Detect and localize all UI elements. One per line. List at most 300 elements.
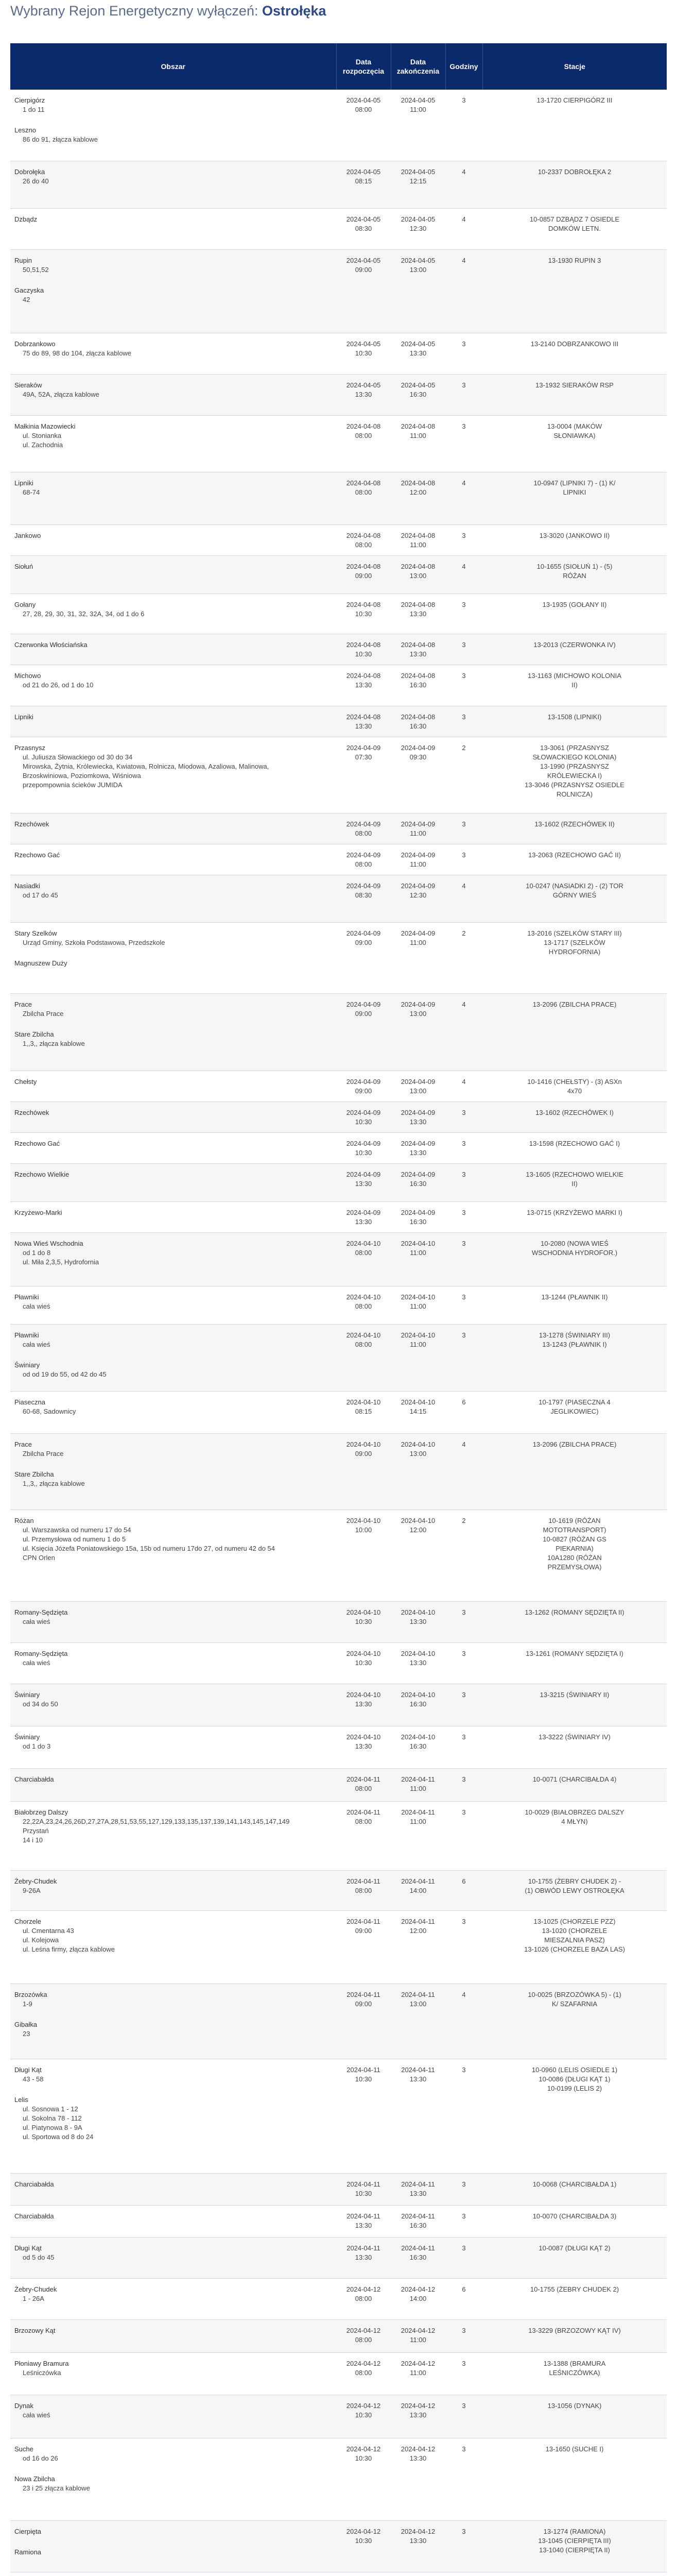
area-detail: ul. Piatynowa 8 - 9A xyxy=(23,2123,82,2131)
area-detail: cała wieś xyxy=(23,1617,50,1625)
area-location: Czerwonka Włościańska xyxy=(14,640,88,649)
station-line: 13-3229 (BRZOZOWY KĄT IV) xyxy=(528,2326,621,2334)
end-date: 2024-04-11 xyxy=(401,2180,435,2188)
end-time: 12:00 xyxy=(409,1526,427,1534)
cell-stations xyxy=(482,1433,667,1510)
station-list xyxy=(487,1208,663,1217)
start-time: 13:30 xyxy=(355,1179,372,1188)
station-line: 13-1602 (RZECHÓWEK I) xyxy=(535,1108,614,1116)
cell-stations xyxy=(482,737,667,813)
start-date: 2024-04-12 xyxy=(346,2445,381,2453)
end-time: 11:00 xyxy=(410,938,426,946)
start-date: 2024-04-11 xyxy=(346,2212,380,2220)
cell-start xyxy=(336,524,391,555)
area-block xyxy=(14,96,332,114)
end-date: 2024-04-12 xyxy=(401,2285,436,2293)
cell-area xyxy=(10,524,336,555)
cell-stations xyxy=(482,634,667,665)
area-location: Leszno xyxy=(14,126,36,134)
station-line: 10-1797 (PIASECZNA 4 xyxy=(539,1398,611,1406)
cell-stations xyxy=(482,208,667,249)
area-block xyxy=(14,1877,332,1895)
cell-end xyxy=(391,472,445,524)
area-detail: ul. Przemysłowa od numeru 1 do 5 xyxy=(23,1535,126,1543)
start-date: 2024-04-08 xyxy=(346,671,381,680)
cell-end xyxy=(391,1071,445,1101)
end-date: 2024-04-09 xyxy=(401,851,436,859)
end-time: 13:00 xyxy=(409,1087,427,1095)
cell-start xyxy=(336,2352,391,2395)
cell-end xyxy=(391,1132,445,1163)
station-line: 10-0025 (BRZOZÓWKA 5) - (1) xyxy=(528,1990,621,1998)
cell-end xyxy=(391,993,445,1071)
area-location: Świniary xyxy=(14,1690,40,1699)
cell-area xyxy=(10,706,336,737)
start-time: 08:00 xyxy=(355,488,372,496)
table-row xyxy=(10,90,667,161)
cell-end xyxy=(391,665,445,706)
cell-stations xyxy=(482,1132,667,1163)
start-date: 2024-04-10 xyxy=(346,1649,381,1657)
hours-value: 3 xyxy=(462,2065,466,2074)
cell-end xyxy=(391,2278,445,2319)
area-block xyxy=(14,126,332,144)
station-line: K/ SZAFARNIA xyxy=(551,1999,598,2008)
station-line: 10A1280 (RÓŻAN xyxy=(547,1553,602,1562)
end-time: 13:30 xyxy=(409,1658,427,1667)
cell-area xyxy=(10,2237,336,2278)
cell-area xyxy=(10,1984,336,2059)
area-detail: 1,,3,, złącza kablowe xyxy=(23,1039,85,1047)
hours-value: 3 xyxy=(462,1808,466,1816)
area-block xyxy=(14,2285,332,2303)
cell-stations xyxy=(482,813,667,844)
area-block xyxy=(14,1293,332,1311)
end-date: 2024-04-12 xyxy=(401,2401,436,2410)
cell-hours xyxy=(445,1232,482,1286)
end-time: 11:00 xyxy=(410,540,426,549)
area-detail: ul. Zachodnia xyxy=(23,440,63,449)
station-line: 13-1020 (CHORZELE xyxy=(542,1926,607,1935)
table-row xyxy=(10,737,667,813)
cell-area xyxy=(10,922,336,993)
start-date: 2024-04-08 xyxy=(346,713,381,721)
cell-area xyxy=(10,1801,336,1870)
start-time: 08:00 xyxy=(355,1886,372,1894)
cell-hours xyxy=(445,161,482,208)
end-time: 12:15 xyxy=(409,177,427,185)
hours-value: 3 xyxy=(462,422,466,430)
area-block xyxy=(14,1331,332,1349)
end-date: 2024-04-08 xyxy=(401,600,436,608)
station-list xyxy=(487,1808,663,1826)
station-list xyxy=(487,1170,663,1189)
station-line: JEGLIKOWIEC) xyxy=(550,1407,599,1415)
station-list xyxy=(487,1917,663,1954)
end-date: 2024-04-11 xyxy=(401,1990,435,1998)
cell-start xyxy=(336,1642,391,1684)
station-line: II) xyxy=(571,681,578,689)
area-location: Świniary xyxy=(14,1733,40,1741)
hours-value: 3 xyxy=(462,2326,466,2334)
end-time: 13:00 xyxy=(409,265,427,274)
cell-area xyxy=(10,2395,336,2438)
hours-value: 3 xyxy=(462,1331,466,1339)
start-time: 10:30 xyxy=(355,2454,372,2462)
start-time: 08:00 xyxy=(355,860,372,868)
station-line: 13-1243 (PŁAWNIK I) xyxy=(542,1340,607,1348)
end-date: 2024-04-12 xyxy=(401,2527,436,2535)
end-date: 2024-04-11 xyxy=(401,1877,435,1885)
cell-end xyxy=(391,2237,445,2278)
station-line: 4x70 xyxy=(567,1087,582,1095)
cell-hours xyxy=(445,813,482,844)
station-line: DOMKÓW LETN. xyxy=(548,224,601,232)
hours-value: 3 xyxy=(462,2401,466,2410)
cell-end xyxy=(391,524,445,555)
end-date: 2024-04-08 xyxy=(401,479,436,487)
cell-area xyxy=(10,634,336,665)
station-line: MIESZALNIA PASZ) xyxy=(544,1936,605,1944)
start-time: 09:00 xyxy=(355,265,372,274)
area-detail: 9-26A xyxy=(23,1886,41,1894)
start-time: 09:00 xyxy=(355,1087,372,1095)
hours-value: 4 xyxy=(462,167,466,176)
end-time: 16:30 xyxy=(409,1700,427,1708)
column-header-area: Obszar xyxy=(10,43,336,90)
start-date: 2024-04-08 xyxy=(346,600,381,608)
area-detail: 23 xyxy=(23,2029,30,2038)
cell-end xyxy=(391,813,445,844)
station-list xyxy=(487,1649,663,1658)
hours-value: 3 xyxy=(462,1293,466,1301)
area-detail: 43 - 58 xyxy=(23,2075,44,2083)
hours-value: 4 xyxy=(462,562,466,570)
hours-value: 3 xyxy=(462,2244,466,2252)
cell-end xyxy=(391,2173,445,2205)
cell-stations xyxy=(482,844,667,875)
area-detail: 26 do 40 xyxy=(23,177,49,185)
area-location: Rzechowo Gać xyxy=(14,1139,60,1147)
cell-stations xyxy=(482,665,667,706)
cell-start xyxy=(336,415,391,472)
cell-hours xyxy=(445,2438,482,2520)
area-detail: cała wieś xyxy=(23,1302,50,1310)
area-location: Żebry-Chudek xyxy=(14,1877,57,1885)
start-time: 08:00 xyxy=(355,2368,372,2377)
hours-value: 4 xyxy=(462,1000,466,1008)
hours-value: 3 xyxy=(462,1208,466,1216)
station-list xyxy=(487,640,663,650)
cell-start xyxy=(336,1201,391,1232)
area-block xyxy=(14,1440,332,1459)
cell-end xyxy=(391,1768,445,1801)
end-date: 2024-04-11 xyxy=(401,1917,435,1925)
hours-value: 2 xyxy=(462,929,466,937)
area-detail: cała wieś xyxy=(23,1658,50,1667)
cell-area xyxy=(10,555,336,594)
cell-end xyxy=(391,249,445,333)
cell-start xyxy=(336,2520,391,2572)
cell-area xyxy=(10,1684,336,1726)
station-line: 13-1262 (ROMANY SĘDZIĘTA II) xyxy=(525,1608,624,1616)
area-detail: od 5 do 45 xyxy=(23,2253,55,2261)
end-time: 09:30 xyxy=(409,753,427,761)
station-line: 10-2337 DOBROŁĘKA 2 xyxy=(537,167,612,176)
start-date: 2024-04-11 xyxy=(346,1990,380,1998)
end-time: 13:30 xyxy=(409,2075,427,2083)
table-row xyxy=(10,1433,667,1510)
cell-stations xyxy=(482,1163,667,1201)
area-block xyxy=(14,1139,332,1148)
cell-hours xyxy=(445,472,482,524)
area-block xyxy=(14,286,332,304)
station-line: 13-2096 (ZBILCHA PRACE) xyxy=(532,1440,617,1448)
start-date: 2024-04-05 xyxy=(346,167,381,176)
cell-hours xyxy=(445,1201,482,1232)
end-date: 2024-04-05 xyxy=(401,96,436,104)
cell-hours xyxy=(445,1768,482,1801)
station-line: RÓŻAN xyxy=(563,571,586,580)
cell-start xyxy=(336,875,391,922)
cell-area xyxy=(10,844,336,875)
end-date: 2024-04-09 xyxy=(401,820,436,828)
hours-value: 3 xyxy=(462,1608,466,1616)
station-line: PRZEMYSŁOWA) xyxy=(547,1563,602,1571)
area-detail: 1-9 xyxy=(23,1999,32,2008)
table-row xyxy=(10,1768,667,1801)
start-time: 08:30 xyxy=(355,224,372,232)
area-block xyxy=(14,381,332,399)
table-row xyxy=(10,1391,667,1433)
station-line: 10-1755 (ŻEBRY CHUDEK 2) - xyxy=(528,1877,621,1885)
area-detail: od 1 do 8 xyxy=(23,1248,51,1257)
area-block xyxy=(14,2548,332,2557)
table-row xyxy=(10,1163,667,1201)
end-time: 13:30 xyxy=(409,650,427,658)
cell-area xyxy=(10,2059,336,2173)
start-date: 2024-04-09 xyxy=(346,1139,381,1147)
cell-hours xyxy=(445,2278,482,2319)
start-time: 10:30 xyxy=(355,1148,372,1157)
end-time: 13:00 xyxy=(409,1449,427,1458)
station-line: 13-1261 (ROMANY SĘDZIĘTA I) xyxy=(526,1649,623,1657)
area-block xyxy=(14,1775,332,1784)
start-date: 2024-04-12 xyxy=(346,2527,381,2535)
end-time: 12:00 xyxy=(409,488,427,496)
station-line: 10-0247 (NASIADKI 2) - (2) TOR xyxy=(526,882,623,890)
cell-end xyxy=(391,1984,445,2059)
cell-end xyxy=(391,161,445,208)
table-row xyxy=(10,1910,667,1984)
table-row xyxy=(10,1642,667,1684)
station-list xyxy=(487,167,663,177)
cell-area xyxy=(10,1642,336,1684)
cell-end xyxy=(391,1286,445,1324)
area-block xyxy=(14,2244,332,2262)
station-list xyxy=(487,743,663,799)
station-line: 13-1388 (BRAMURA xyxy=(543,2359,606,2367)
area-block xyxy=(14,671,332,690)
area-detail: CPN Orlen xyxy=(23,1553,55,1562)
start-date: 2024-04-10 xyxy=(346,1690,381,1699)
cell-start xyxy=(336,2319,391,2352)
station-line: 10-0827 (RÓŻAN GS xyxy=(543,1535,606,1543)
area-location: Nowa Wieś Wschodnia xyxy=(14,1239,83,1247)
end-date: 2024-04-10 xyxy=(401,1440,436,1448)
area-location: Romany-Sędzięta xyxy=(14,1608,68,1616)
area-block xyxy=(14,640,332,650)
area-detail: ul. Leśna firmy, złącza kablowe xyxy=(23,1945,115,1953)
cell-stations xyxy=(482,1726,667,1768)
cell-stations xyxy=(482,2438,667,2520)
area-location: Sieraków xyxy=(14,381,42,389)
cell-start xyxy=(336,2173,391,2205)
area-block xyxy=(14,479,332,497)
title-prefix: Wybrany Rejon Energetyczny wyłączeń: xyxy=(10,3,258,19)
hours-value: 3 xyxy=(462,2445,466,2453)
hours-value: 4 xyxy=(462,479,466,487)
station-line: 13-2140 DOBRZANKOWO III xyxy=(530,340,619,348)
cell-stations xyxy=(482,1391,667,1433)
station-list xyxy=(487,851,663,860)
cell-end xyxy=(391,634,445,665)
table-row xyxy=(10,1601,667,1642)
station-line: 13-1274 (RAMIONA) xyxy=(543,2527,606,2535)
area-block xyxy=(14,2326,332,2335)
cell-area xyxy=(10,813,336,844)
area-location: Płoniawy Bramura xyxy=(14,2359,69,2367)
area-location: Dzbądz xyxy=(14,215,38,223)
hours-value: 3 xyxy=(462,1917,466,1925)
end-date: 2024-04-09 xyxy=(401,882,436,890)
end-date: 2024-04-08 xyxy=(401,671,436,680)
station-list xyxy=(487,1775,663,1784)
station-line: 13-1932 SIERAKÓW RSP xyxy=(535,381,614,389)
table-row xyxy=(10,993,667,1071)
start-time: 10:00 xyxy=(355,1526,372,1534)
start-date: 2024-04-10 xyxy=(346,1516,381,1524)
station-line: 13-1650 (SUCHE I) xyxy=(545,2445,604,2453)
cell-area xyxy=(10,993,336,1071)
end-time: 14:00 xyxy=(409,1886,427,1894)
cell-area xyxy=(10,1163,336,1201)
area-detail: ul. Miła 2,3,5, Hydrofornia xyxy=(23,1258,99,1266)
station-line: 13-1935 (GOŁANY II) xyxy=(542,600,607,608)
cell-hours xyxy=(445,737,482,813)
station-list xyxy=(487,1293,663,1302)
area-block xyxy=(14,1030,332,1048)
cell-area xyxy=(10,1768,336,1801)
end-date: 2024-04-12 xyxy=(401,2359,436,2367)
area-detail: 50,51,52 xyxy=(23,265,49,274)
cell-hours xyxy=(445,90,482,161)
cell-stations xyxy=(482,2205,667,2237)
cell-area xyxy=(10,1324,336,1391)
area-location: Brzozówka xyxy=(14,1990,47,1998)
cell-end xyxy=(391,1601,445,1642)
area-detail: ul. Sokolna 78 - 112 xyxy=(23,2114,82,2122)
table-row xyxy=(10,1801,667,1870)
start-time: 10:30 xyxy=(355,1658,372,1667)
area-block xyxy=(14,562,332,571)
cell-area xyxy=(10,249,336,333)
start-time: 08:15 xyxy=(355,1407,372,1415)
cell-hours xyxy=(445,249,482,333)
station-list xyxy=(487,2527,663,2555)
table-row xyxy=(10,208,667,249)
cell-start xyxy=(336,2205,391,2237)
area-block xyxy=(14,929,332,947)
cell-hours xyxy=(445,706,482,737)
hours-value: 3 xyxy=(462,2212,466,2220)
area-block xyxy=(14,2020,332,2039)
end-time: 14:15 xyxy=(409,1407,427,1415)
area-detail: Przystań xyxy=(23,1826,49,1835)
station-list xyxy=(487,381,663,390)
station-line: 13-1278 (ŚWINIARY III) xyxy=(539,1331,611,1339)
start-date: 2024-04-12 xyxy=(346,2326,381,2334)
cell-area xyxy=(10,1910,336,1984)
table-row xyxy=(10,161,667,208)
station-line: 10-0071 (CHARCIBAŁDA 4) xyxy=(532,1775,617,1783)
cell-stations xyxy=(482,1601,667,1642)
station-list xyxy=(487,1440,663,1449)
cell-stations xyxy=(482,2173,667,2205)
station-line: 13-1163 (MICHOWO KOLONIA xyxy=(528,671,621,680)
area-detail: ul. Kolejowa xyxy=(23,1936,59,1944)
start-date: 2024-04-09 xyxy=(346,743,381,752)
area-block xyxy=(14,2359,332,2378)
area-location: Chełsty xyxy=(14,1077,37,1086)
start-date: 2024-04-11 xyxy=(346,1808,380,1816)
area-location: Prace xyxy=(14,1000,32,1008)
end-time: 16:30 xyxy=(409,722,427,730)
area-block xyxy=(14,2445,332,2463)
end-date: 2024-04-10 xyxy=(401,1733,436,1741)
cell-hours xyxy=(445,665,482,706)
area-block xyxy=(14,167,332,186)
cell-start xyxy=(336,1232,391,1286)
start-date: 2024-04-11 xyxy=(346,1917,380,1925)
station-line: 13-1045 (CIERPIĘTA III) xyxy=(538,2536,611,2545)
cell-hours xyxy=(445,1984,482,2059)
station-line: 13-1605 (RZECHOWO WIELKIE xyxy=(526,1170,623,1178)
station-list xyxy=(487,1608,663,1617)
cell-stations xyxy=(482,594,667,634)
cell-stations xyxy=(482,1324,667,1391)
cell-hours xyxy=(445,1801,482,1870)
hours-value: 4 xyxy=(462,215,466,223)
cell-stations xyxy=(482,524,667,555)
start-time: 13:30 xyxy=(355,2221,372,2229)
cell-start xyxy=(336,1870,391,1910)
cell-area xyxy=(10,1101,336,1132)
cell-stations xyxy=(482,1232,667,1286)
cell-start xyxy=(336,333,391,374)
cell-hours xyxy=(445,594,482,634)
station-line: LIPNIKI xyxy=(563,488,586,496)
area-block xyxy=(14,1239,332,1267)
station-list xyxy=(487,1877,663,1895)
area-location: Charciabałda xyxy=(14,1775,54,1783)
outage-table xyxy=(10,43,667,2572)
cell-area xyxy=(10,2173,336,2205)
start-date: 2024-04-09 xyxy=(346,882,381,890)
table-row xyxy=(10,844,667,875)
cell-hours xyxy=(445,922,482,993)
cell-stations xyxy=(482,1870,667,1910)
